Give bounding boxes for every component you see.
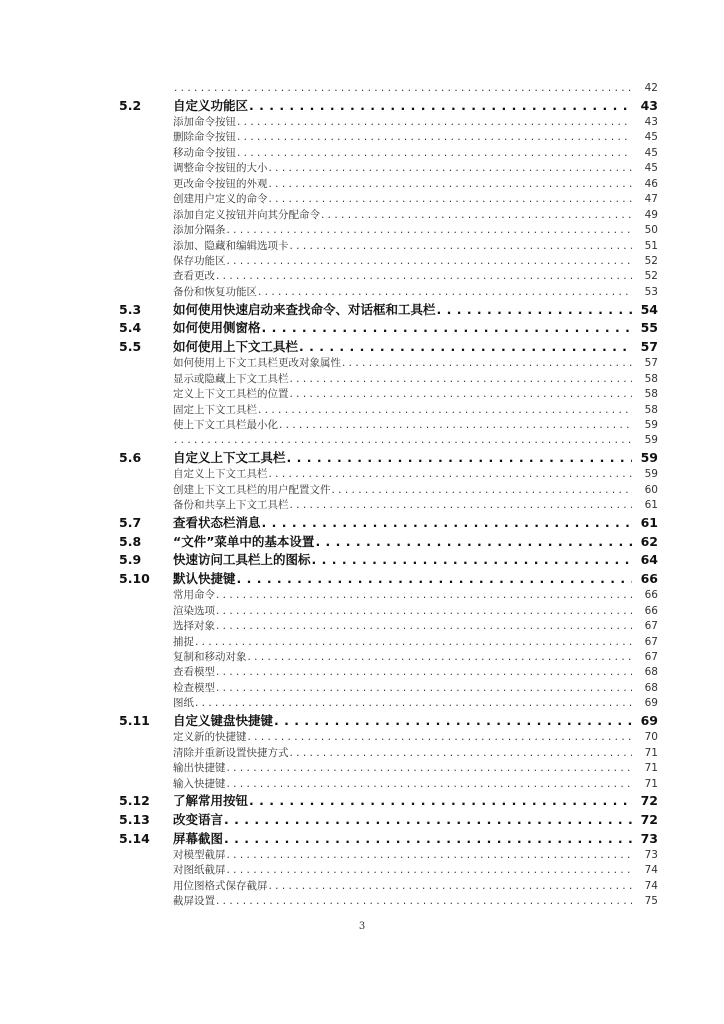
toc-entry-title: 调整命令按钮的大小	[173, 162, 268, 175]
toc-entry-title: 自定义功能区	[173, 97, 249, 113]
toc-page-number: 71	[644, 777, 658, 790]
dot-leader	[227, 865, 633, 876]
toc-entry-title: 备份和共享上下文工具栏	[173, 499, 289, 512]
toc-entry	[173, 865, 658, 876]
toc-page-number: 43	[644, 115, 658, 128]
dot-leader	[174, 83, 632, 94]
toc-page-number: 69	[644, 697, 658, 710]
toc-subsection-row[interactable]	[0, 158, 724, 173]
toc-subsection-row[interactable]	[0, 78, 724, 93]
toc-entry	[173, 779, 658, 790]
toc-entry	[173, 850, 658, 861]
toc-entry-title: 查看更改	[173, 270, 215, 283]
toc-subsection-row[interactable]	[0, 585, 724, 600]
toc-subsection-row[interactable]	[0, 282, 724, 297]
toc-subsection-row[interactable]	[0, 647, 724, 662]
toc-entry	[173, 358, 658, 369]
toc-entry	[173, 881, 658, 892]
toc-section-row[interactable]	[0, 530, 724, 549]
toc-page-number: 61	[644, 499, 658, 512]
toc-entry	[173, 210, 658, 221]
toc-page-number: 58	[644, 388, 658, 401]
dot-leader	[262, 322, 632, 335]
toc-entry-title: 备份和恢复功能区	[173, 285, 257, 298]
toc-subsection-row[interactable]	[0, 495, 724, 510]
dot-leader	[290, 748, 633, 759]
dot-leader	[258, 405, 632, 416]
toc-entry-title: 输出快捷键	[173, 762, 226, 775]
dot-leader	[195, 698, 632, 709]
toc-section-row[interactable]	[0, 93, 724, 112]
toc-subsection-row[interactable]	[0, 693, 724, 708]
toc-subsection-row[interactable]	[0, 189, 724, 204]
toc-entry	[173, 271, 658, 282]
toc-section-number: 5.3	[119, 301, 142, 317]
toc-entry	[173, 132, 658, 143]
dot-leader	[312, 554, 632, 567]
toc-entry-title: 显示或隐藏上下文工具栏	[173, 372, 289, 385]
toc-section-number: 5.6	[119, 450, 142, 466]
toc-subsection-row[interactable]	[0, 369, 724, 384]
dot-leader	[332, 485, 633, 496]
toc-page-number: 72	[640, 811, 658, 827]
toc-entry-title: 添加、隐藏和编辑选项卡	[173, 239, 289, 252]
toc-entry-title: 如何使用侧窗格	[173, 320, 261, 336]
dot-leader	[290, 374, 633, 385]
toc-entry	[173, 163, 658, 174]
dot-leader	[321, 210, 632, 221]
toc-page-number: 45	[644, 146, 658, 159]
toc-subsection-row[interactable]	[0, 465, 724, 480]
dot-leader	[269, 194, 633, 205]
toc-page-number: 58	[644, 403, 658, 416]
dot-leader	[216, 683, 632, 694]
toc-page-number: 57	[644, 357, 658, 370]
toc-page-number: 46	[644, 177, 658, 190]
dot-leader	[315, 536, 632, 549]
toc-entry	[173, 514, 658, 530]
toc-entry-title: 用位图格式保存截屏	[173, 879, 268, 892]
dot-leader	[249, 100, 632, 113]
toc-section-row[interactable]	[0, 511, 724, 530]
dot-leader	[279, 420, 632, 431]
dot-leader	[174, 435, 632, 446]
toc-entry	[173, 554, 658, 567]
dot-leader	[299, 341, 632, 354]
toc-subsection-row[interactable]	[0, 845, 724, 860]
dot-leader	[237, 573, 632, 586]
toc-section-number: 5.7	[119, 514, 142, 530]
dot-leader	[248, 652, 633, 663]
toc-entry-title: 对模型截屏	[173, 849, 226, 862]
toc-entry	[173, 374, 658, 385]
toc-entry-title: 如何使用上下文工具栏更改对象属性	[173, 357, 341, 370]
toc-page-number: 49	[644, 208, 658, 221]
toc-entry-title: 对图纸截屏	[173, 864, 226, 877]
dot-leader	[224, 814, 632, 827]
toc-page-number: 45	[644, 131, 658, 144]
toc-page-number: 58	[644, 372, 658, 385]
toc-page-number: 68	[644, 666, 658, 679]
toc-entry	[173, 652, 658, 663]
toc-section-row[interactable]	[0, 316, 724, 335]
toc-page-number: 59	[644, 468, 658, 481]
toc-entry	[173, 683, 658, 694]
toc-entry-title: 自定义上下文工具栏	[173, 468, 268, 481]
toc-subsection-row[interactable]	[0, 112, 724, 127]
toc-page-number: 67	[644, 651, 658, 664]
toc-section-row[interactable]	[0, 297, 724, 316]
toc-entry	[173, 698, 658, 709]
toc-entry-title: 创建用户定义的命令	[173, 193, 268, 206]
dot-leader	[237, 148, 632, 159]
toc-page-number: 59	[644, 418, 658, 431]
toc-section-number: 5.12	[119, 793, 150, 809]
toc-entry	[173, 570, 658, 586]
toc-section-row[interactable]	[0, 567, 724, 586]
toc-entry-title: 查看模型	[173, 666, 215, 679]
toc-page-number: 51	[644, 239, 658, 252]
toc-entry	[173, 83, 658, 94]
toc-section-row[interactable]	[0, 808, 724, 827]
toc-page-number: 42	[644, 81, 658, 94]
toc-section-row[interactable]	[0, 446, 724, 465]
toc-subsection-row[interactable]	[0, 663, 724, 678]
toc-page-number: 68	[644, 681, 658, 694]
toc-entry-title: 如何使用上下文工具栏	[173, 338, 299, 354]
toc-entry	[173, 667, 658, 678]
toc-entry	[173, 241, 658, 252]
toc-entry-title: 默认快捷键	[173, 570, 236, 586]
toc-subsection-row[interactable]	[0, 267, 724, 282]
toc-page-number: 66	[644, 589, 658, 602]
toc-subsection-row[interactable]	[0, 743, 724, 758]
toc-page-number: 62	[640, 533, 658, 549]
toc-page-number: 66	[640, 570, 658, 586]
dot-leader	[216, 896, 632, 907]
toc-entry-title: 保存功能区	[173, 255, 226, 268]
toc-entry	[173, 795, 658, 808]
toc-section-number: 5.5	[119, 338, 142, 354]
dot-leader	[227, 763, 633, 774]
dot-leader	[269, 163, 633, 174]
toc-subsection-row[interactable]	[0, 236, 724, 251]
toc-entry	[173, 117, 658, 128]
toc-entry	[173, 732, 658, 743]
toc-entry-title: 移动命令按钮	[173, 146, 236, 159]
toc-entry-title: 清除并重新设置快捷方式	[173, 746, 289, 759]
toc-section-row[interactable]	[0, 789, 724, 808]
dot-leader	[437, 304, 632, 317]
toc-entry-title: “文件”菜单中的基本设置	[173, 533, 315, 549]
toc-entry	[173, 637, 658, 648]
toc-section-number: 5.9	[119, 552, 142, 568]
toc-entry-title: 自定义上下文工具栏	[173, 450, 286, 466]
toc-page-number: 70	[644, 731, 658, 744]
toc-entry	[173, 748, 658, 759]
toc-entry-title: 输入快捷键	[173, 777, 226, 790]
toc-entry-title: 屏幕截图	[173, 830, 224, 846]
toc-page-number: 74	[644, 879, 658, 892]
toc-page-number: 73	[644, 849, 658, 862]
toc-entry	[173, 830, 658, 846]
toc-page-number: 52	[644, 270, 658, 283]
toc-subsection-row[interactable]	[0, 431, 724, 446]
toc-entry	[173, 452, 658, 465]
toc-section-row[interactable]	[0, 709, 724, 728]
toc-section-number: 5.8	[119, 533, 142, 549]
dot-leader	[195, 637, 632, 648]
toc-section-row[interactable]	[0, 827, 724, 846]
toc-page-number: 67	[644, 620, 658, 633]
toc-section-number: 5.11	[119, 712, 150, 728]
toc-page-number: 73	[640, 830, 658, 846]
toc-entry-title: 添加自定义按钮并向其分配命令	[173, 208, 320, 221]
toc-subsection-row[interactable]	[0, 480, 724, 495]
toc-section-number: 5.13	[119, 811, 150, 827]
toc-entry	[173, 500, 658, 511]
dot-leader	[216, 590, 632, 601]
toc-page-number: 71	[644, 746, 658, 759]
toc-section-number: 5.10	[119, 570, 150, 586]
toc-entry-title: 选择对象	[173, 620, 215, 633]
toc-entry	[173, 179, 658, 190]
toc-entry-title: 自定义键盘快捷键	[173, 712, 274, 728]
dot-leader	[287, 452, 632, 465]
toc-page-number: 67	[644, 635, 658, 648]
toc-entry	[173, 485, 658, 496]
dot-leader	[274, 715, 632, 728]
dot-leader	[342, 358, 632, 369]
toc-entry-title: 检查模型	[173, 681, 215, 694]
dot-leader	[224, 833, 632, 846]
dot-leader	[269, 881, 633, 892]
toc-subsection-row[interactable]	[0, 220, 724, 235]
toc-page-number: 71	[644, 762, 658, 775]
toc-entry	[173, 389, 658, 400]
toc-entry-title: 使上下文工具栏最小化	[173, 418, 278, 431]
toc-subsection-row[interactable]	[0, 384, 724, 399]
toc-section-number: 5.4	[119, 320, 142, 336]
dot-leader	[216, 271, 632, 282]
toc-entry	[173, 148, 658, 159]
dot-leader	[249, 795, 632, 808]
toc-entry-title: 定义新的快捷键	[173, 731, 247, 744]
toc-page-number: 64	[640, 552, 658, 568]
page-number: 3	[358, 921, 366, 932]
toc-page-number: 61	[640, 514, 658, 530]
dot-leader	[216, 621, 632, 632]
toc-page-number: 54	[640, 301, 658, 317]
toc-entry	[173, 533, 658, 549]
toc-entry-title: 快速访问工具栏上的图标	[173, 552, 311, 568]
toc-page-number: 52	[644, 255, 658, 268]
toc-entry	[173, 469, 658, 480]
toc-section-number: 5.2	[119, 97, 142, 113]
toc-entry-title: 改变语言	[173, 811, 224, 827]
toc-subsection-row[interactable]	[0, 174, 724, 189]
toc-subsection-row[interactable]	[0, 128, 724, 143]
toc-subsection-row[interactable]	[0, 861, 724, 876]
toc-entry-title: 渲染选项	[173, 604, 215, 617]
toc-page-number: 74	[644, 864, 658, 877]
toc-entry-title: 创建上下文工具栏的用户配置文件	[173, 483, 331, 496]
dot-leader	[290, 241, 633, 252]
toc-page-number: 50	[644, 224, 658, 237]
toc-entry	[173, 763, 658, 774]
dot-leader	[258, 287, 632, 298]
toc-entry-title: 固定上下文工具栏	[173, 403, 257, 416]
toc-subsection-row[interactable]	[0, 251, 724, 266]
toc-entry-title: 添加分隔条	[173, 224, 226, 237]
toc-entry	[173, 811, 658, 827]
toc-subsection-row[interactable]	[0, 678, 724, 693]
toc-page-number: 69	[640, 712, 658, 728]
toc-entry	[173, 301, 658, 317]
toc-entry	[173, 435, 658, 446]
dot-leader	[269, 469, 633, 480]
toc-page-number: 72	[640, 793, 658, 809]
toc-subsection-row[interactable]	[0, 758, 724, 773]
toc-page-number: 55	[640, 320, 658, 336]
toc-entry-title: 截屏设置	[173, 895, 215, 908]
toc-entry	[173, 287, 658, 298]
toc-entry	[173, 338, 658, 354]
toc-entry	[173, 420, 658, 431]
toc-entry-title: 复制和移动对象	[173, 651, 247, 664]
toc-entry	[173, 712, 658, 728]
toc-subsection-row[interactable]	[0, 353, 724, 368]
toc-entry	[173, 194, 658, 205]
toc-subsection-row[interactable]	[0, 143, 724, 158]
toc-page-number: 66	[644, 604, 658, 617]
dot-leader	[227, 225, 633, 236]
toc-page-number: 75	[644, 895, 658, 908]
dot-leader	[216, 667, 632, 678]
toc-entry-title: 如何使用快速启动来查找命令、对话框和工具栏	[173, 301, 436, 317]
toc-entry-title: 了解常用按钮	[173, 793, 249, 809]
toc-subsection-row[interactable]	[0, 415, 724, 430]
toc-subsection-row[interactable]	[0, 876, 724, 891]
dot-leader	[216, 606, 632, 617]
toc-subsection-row[interactable]	[0, 616, 724, 631]
toc-entry-title: 添加命令按钮	[173, 115, 236, 128]
toc-entry	[173, 606, 658, 617]
dot-leader	[227, 256, 633, 267]
toc-page-number: 43	[640, 97, 658, 113]
toc-entry	[173, 256, 658, 267]
toc-section-number: 5.14	[119, 830, 150, 846]
dot-leader	[227, 779, 633, 790]
toc-entry	[173, 322, 658, 335]
toc-entry	[173, 621, 658, 632]
toc-entry-title: 捕捉	[173, 635, 194, 648]
toc-entry-title: 查看状态栏消息	[173, 514, 261, 530]
toc-section-row[interactable]	[0, 548, 724, 567]
toc-entry	[173, 590, 658, 601]
toc-page-number: 47	[644, 193, 658, 206]
toc-entry	[173, 225, 658, 236]
toc-entry-title: 更改命令按钮的外观	[173, 177, 268, 190]
toc-entry-title: 定义上下文工具栏的位置	[173, 388, 289, 401]
toc-entry-title: 常用命令	[173, 589, 215, 602]
dot-leader	[290, 389, 633, 400]
toc-page-number: 57	[640, 338, 658, 354]
toc-page-number: 59	[640, 450, 658, 466]
dot-leader	[227, 850, 633, 861]
toc-entry	[173, 405, 658, 416]
toc-entry-title: 删除命令按钮	[173, 131, 236, 144]
toc-subsection-row[interactable]	[0, 891, 724, 906]
toc-subsection-row[interactable]	[0, 632, 724, 647]
toc-page-number: 45	[644, 162, 658, 175]
toc-page-number: 60	[644, 483, 658, 496]
toc-entry	[173, 896, 658, 907]
toc-page-number: 53	[644, 285, 658, 298]
dot-leader	[248, 732, 633, 743]
dot-leader	[269, 179, 633, 190]
toc-section-row[interactable]	[0, 335, 724, 354]
toc-subsection-row[interactable]	[0, 205, 724, 220]
toc-page-number: 59	[644, 434, 658, 447]
toc-subsection-row[interactable]	[0, 774, 724, 789]
toc-subsection-row[interactable]	[0, 728, 724, 743]
toc-subsection-row[interactable]	[0, 601, 724, 616]
dot-leader	[262, 517, 632, 530]
toc-entry-title: 图纸	[173, 697, 194, 710]
dot-leader	[290, 500, 633, 511]
toc-entry	[173, 97, 658, 113]
dot-leader	[237, 117, 632, 128]
dot-leader	[237, 132, 632, 143]
toc-subsection-row[interactable]	[0, 400, 724, 415]
